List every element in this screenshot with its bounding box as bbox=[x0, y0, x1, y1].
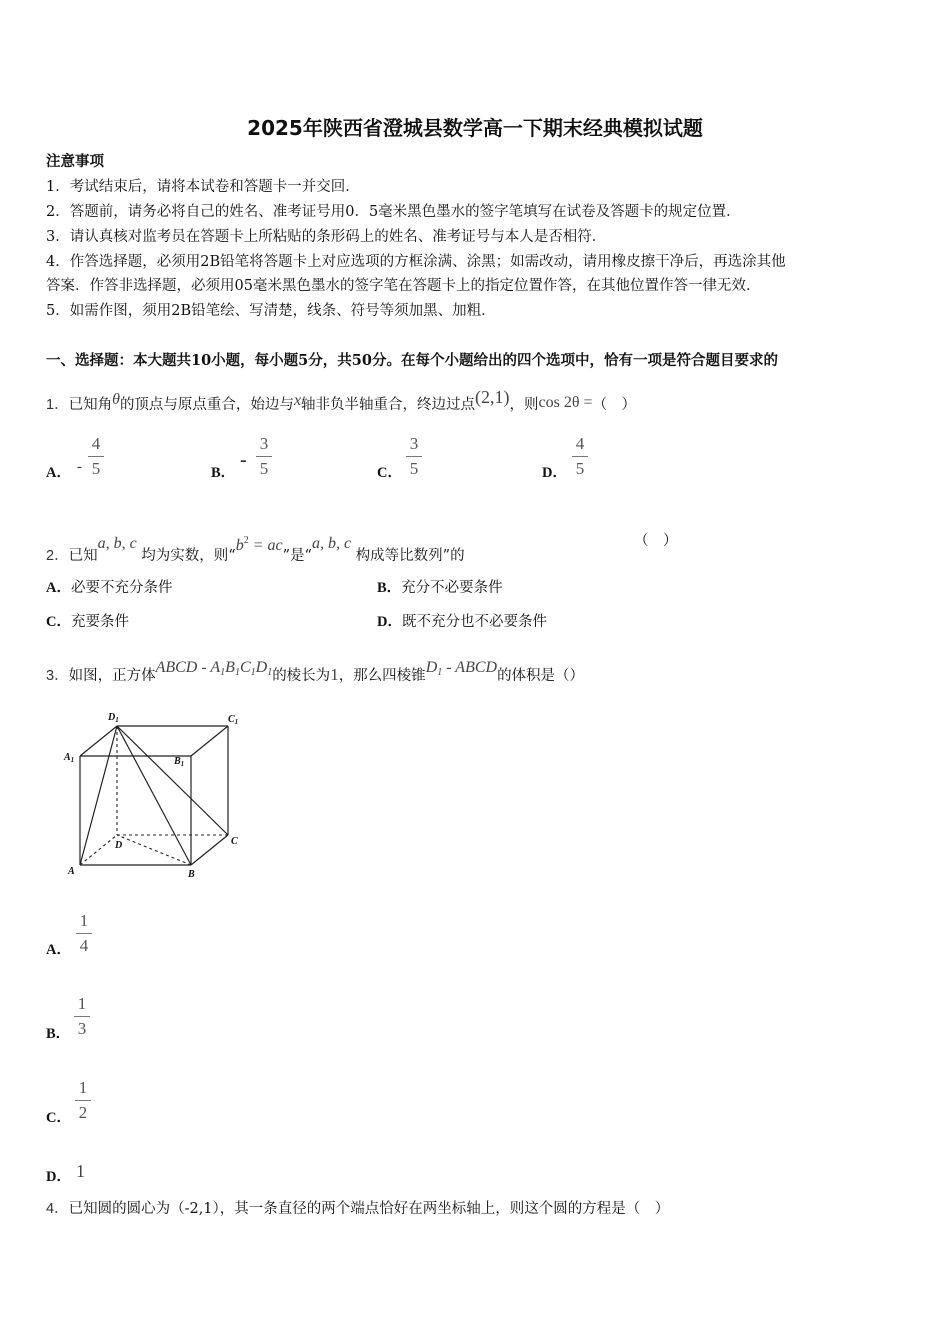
option-label-d: D． bbox=[46, 1169, 71, 1185]
question-text: 已知圆的圆心为（-2,1），其一条直径的两个端点恰好在两坐标轴上，则这个圆的方程是（ ） bbox=[68, 1201, 670, 1217]
question-number: 1． bbox=[46, 397, 69, 413]
math-cos2theta: cos 2θ = bbox=[538, 394, 593, 411]
option-label-c: C． bbox=[46, 1110, 71, 1126]
question-text: 已知 bbox=[68, 548, 98, 564]
option-value: 1 bbox=[76, 1161, 85, 1181]
math-abc: a, b, c bbox=[311, 535, 352, 552]
option-fraction: 1 4 bbox=[76, 910, 92, 957]
notice-item: 2．答题前，请务必将自己的姓名、准考证号用0．5毫米黑色墨水的签字笔填写在试卷及答题卡的规定位置． bbox=[46, 204, 741, 220]
question-number: 3． bbox=[46, 668, 69, 684]
answer-blank: （ ） bbox=[634, 533, 678, 549]
math-one: 1 bbox=[330, 665, 339, 684]
option-fraction: 4 5 bbox=[572, 433, 588, 480]
option-fraction: 3 5 bbox=[256, 433, 272, 480]
notice-item: 答案．作答非选择题，必须用05毫米黑色墨水的签字笔在答题卡上的指定位置作答，在其他位置作答一律无效． bbox=[46, 278, 761, 294]
math-pyramid: $D_1$ - ABCD bbox=[425, 659, 498, 678]
answer-blank: （ ） bbox=[592, 397, 637, 413]
label-c: C bbox=[231, 836, 238, 847]
option-sign: - bbox=[240, 449, 247, 471]
notice-heading: 注意事项 bbox=[46, 153, 104, 170]
math-x: x bbox=[293, 392, 302, 409]
math-abc: a, b, c bbox=[97, 535, 137, 552]
question-text: 如图，正方体 bbox=[68, 668, 156, 684]
question-text: 均为实数，则“ bbox=[141, 548, 236, 564]
option-fraction: 4 5 bbox=[88, 433, 104, 480]
option-a: A．必要不充分条件 bbox=[46, 580, 173, 596]
notice-item: 3．请认真核对监考员在答题卡上所粘贴的条形码上的姓名、准考证号与本人是否相符． bbox=[46, 229, 607, 245]
question-text: 的体积是（） bbox=[497, 668, 585, 684]
option-fraction: 3 5 bbox=[406, 433, 422, 480]
notice-item: 4．作答选择题，必须用2B铅笔将答题卡上对应选项的方框涂满、涂黑；如需改动，请用橡皮擦干净后，再选涂其他 bbox=[46, 254, 786, 270]
question-number: 4． bbox=[46, 1201, 69, 1217]
label-c1: $C_1$ bbox=[228, 714, 239, 726]
option-sign: - bbox=[77, 459, 82, 475]
math-theta: θ bbox=[112, 391, 120, 408]
math-point: (2,1) bbox=[475, 387, 510, 407]
question-1 bbox=[46, 387, 636, 415]
option-c: C．充要条件 bbox=[46, 614, 129, 630]
math-cube: ABCD - $A_1B_1C_1D_1$ bbox=[155, 659, 273, 678]
question-number: 2． bbox=[46, 548, 69, 564]
question-text: 的棱长为 bbox=[272, 668, 331, 684]
label-d1: $D_1$ bbox=[108, 712, 119, 724]
option-b: B．充分不必要条件 bbox=[377, 580, 503, 596]
question-text: ”是“ bbox=[282, 548, 312, 564]
question-3 bbox=[46, 658, 584, 686]
notice-item: 5．如需作图，须用2B铅笔绘、写清楚，线条、符号等须加黑、加粗． bbox=[46, 303, 496, 319]
option-label-b: B． bbox=[46, 1026, 71, 1042]
question-text: 的顶点与原点重合，始边与 bbox=[119, 397, 294, 413]
option-fraction: 1 2 bbox=[75, 1077, 91, 1124]
option-label-d: D． bbox=[542, 465, 567, 481]
option-label-a: A． bbox=[46, 465, 71, 481]
option-label-b: B． bbox=[211, 465, 236, 481]
label-b1: $B_1$ bbox=[174, 756, 185, 768]
question-text: ，那么四棱锥 bbox=[338, 668, 426, 684]
question-text: ，则 bbox=[509, 397, 539, 413]
question-4 bbox=[46, 1199, 669, 1219]
question-text: 构成等比数列”的 bbox=[355, 548, 465, 564]
notice-item: 1．考试结束后，请将本试卷和答题卡一并交回． bbox=[46, 179, 360, 195]
label-a1: $A_1$ bbox=[64, 752, 75, 764]
option-label-c: C． bbox=[377, 465, 402, 481]
cube-figure bbox=[60, 706, 250, 881]
question-2 bbox=[46, 531, 465, 566]
math-b2-ac: $b^2$ = ac bbox=[235, 535, 283, 554]
option-fraction: 1 3 bbox=[74, 993, 90, 1040]
option-label-a: A． bbox=[46, 942, 71, 958]
question-text: 轴非负半轴重合，终边过点 bbox=[301, 397, 476, 413]
page-title: 2025年陕西省澄城县数学高一下期末经典模拟试题 bbox=[247, 116, 703, 140]
label-a: A bbox=[68, 866, 75, 877]
label-b: B bbox=[188, 869, 195, 880]
option-d: D．既不充分也不必要条件 bbox=[377, 614, 547, 630]
section-heading: 一、选择题：本大题共10小题，每小题5分，共50分。在每个小题给出的四个选项中，恰有一项是符合题目要求的 bbox=[46, 352, 778, 369]
question-text: 已知角 bbox=[68, 397, 113, 413]
label-d: D bbox=[115, 840, 123, 851]
